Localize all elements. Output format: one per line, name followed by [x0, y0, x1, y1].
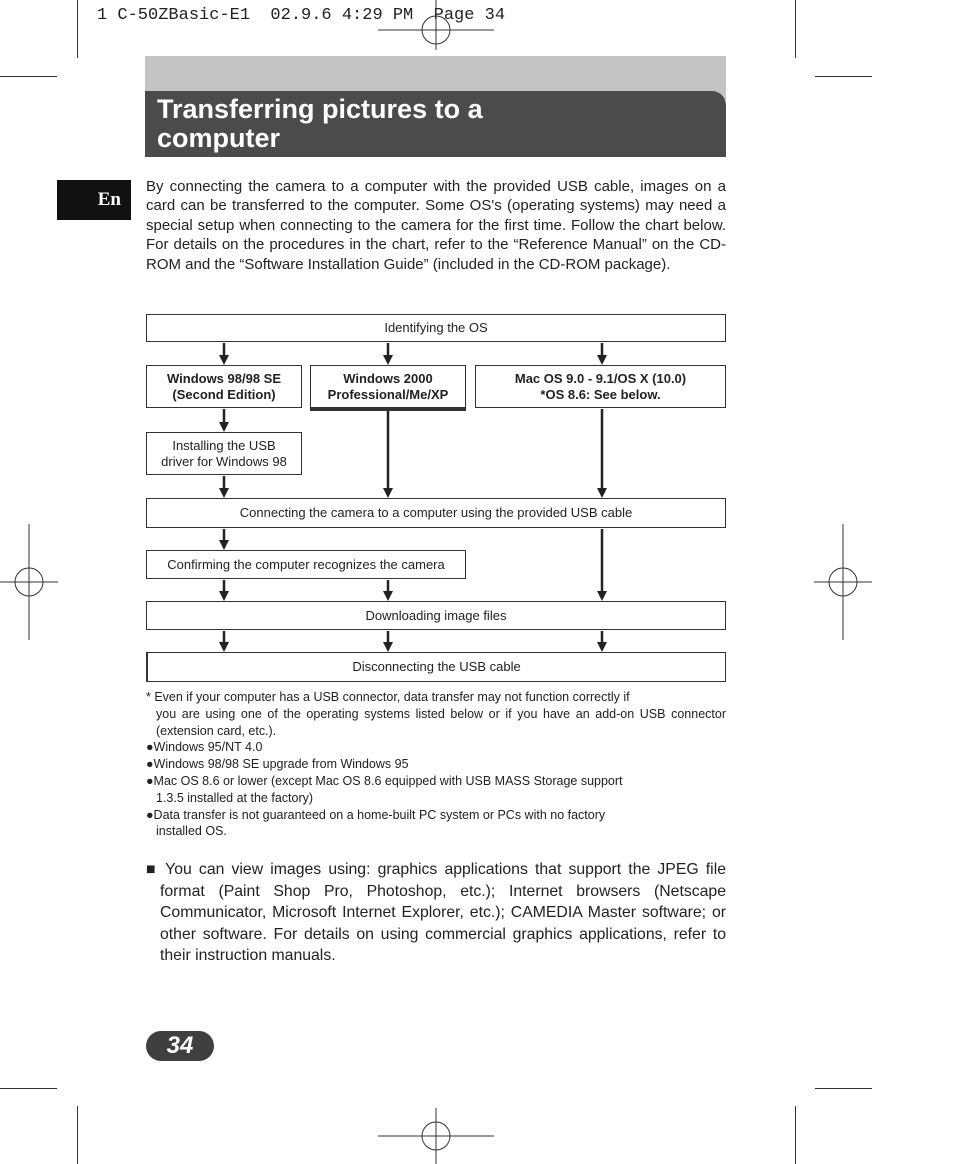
flow-mac-os: Mac OS 9.0 - 9.1/OS X (10.0) *OS 8.6: See below.	[475, 365, 726, 408]
page-number: 34	[146, 1031, 214, 1061]
language-tab: En	[57, 180, 131, 220]
page-title: Transferring pictures to a computer	[157, 94, 483, 153]
footnote-bullet-1: ●Windows 95/NT 4.0	[146, 740, 263, 755]
footnote-star-cont: you are using one of the operating systems listed below or if you have an add-on USB connector (extension card, etc.).	[156, 706, 726, 738]
footnote-bullet-3: ●Mac OS 8.6 or lower (except Mac OS 8.6 equipped with USB MASS Storage support	[146, 773, 623, 788]
footnote-star: * Even if your computer has a USB connector, data transfer may not function correctly if	[146, 690, 630, 704]
flow-downloading: Downloading image files	[146, 601, 726, 630]
flow-identify-os: Identifying the OS	[146, 314, 726, 342]
printer-slug: 1 C-50ZBasic-E1 02.9.6 4:29 PM Page 34	[97, 6, 506, 25]
footnote-bullet-2: ●Windows 98/98 SE upgrade from Windows 95	[146, 757, 409, 772]
footnote-bullet-4: ●Data transfer is not guaranteed on a home-built PC system or PCs with no factory	[146, 807, 606, 822]
flow-windows-98: Windows 98/98 SE (Second Edition)	[146, 365, 302, 408]
viewing-note: ■ You can view images using: graphics applications that support the JPEG file format (Paint Shop Pro, Photoshop, etc.); Internet browsers (Netscape Communicator, Microsoft Internet Explorer, etc.); CAMEDIA Master software; or other software. For details on using commercial graphics applications, refer to their instruction manuals.	[146, 861, 726, 965]
flow-usb-driver: Installing the USB driver for Windows 98	[146, 432, 302, 475]
footnote-bullet-4-cont: installed OS.	[156, 824, 227, 839]
flow-connecting: Connecting the camera to a computer using the provided USB cable	[146, 498, 726, 528]
footnote	[146, 689, 726, 840]
flow-confirming: Confirming the computer recognizes the camera	[146, 550, 466, 579]
footnote-bullet-3-cont: 1.3.5 installed at the factory)	[156, 790, 314, 805]
flow-disconnecting: Disconnecting the USB cable	[146, 652, 726, 682]
intro-paragraph: By connecting the camera to a computer with the provided USB cable, images on a card can be transferred to the computer. Some OS's (operating systems) may need a special setup when connecting to the camera for the first time. Follow the chart below. For details on the procedures in the chart, refer to the “Reference Manual” on the CD-ROM and the “Software Installation Guide” (included in the CD-ROM package).	[146, 178, 726, 273]
flow-windows-2000: Windows 2000 Professional/Me/XP	[310, 365, 466, 408]
